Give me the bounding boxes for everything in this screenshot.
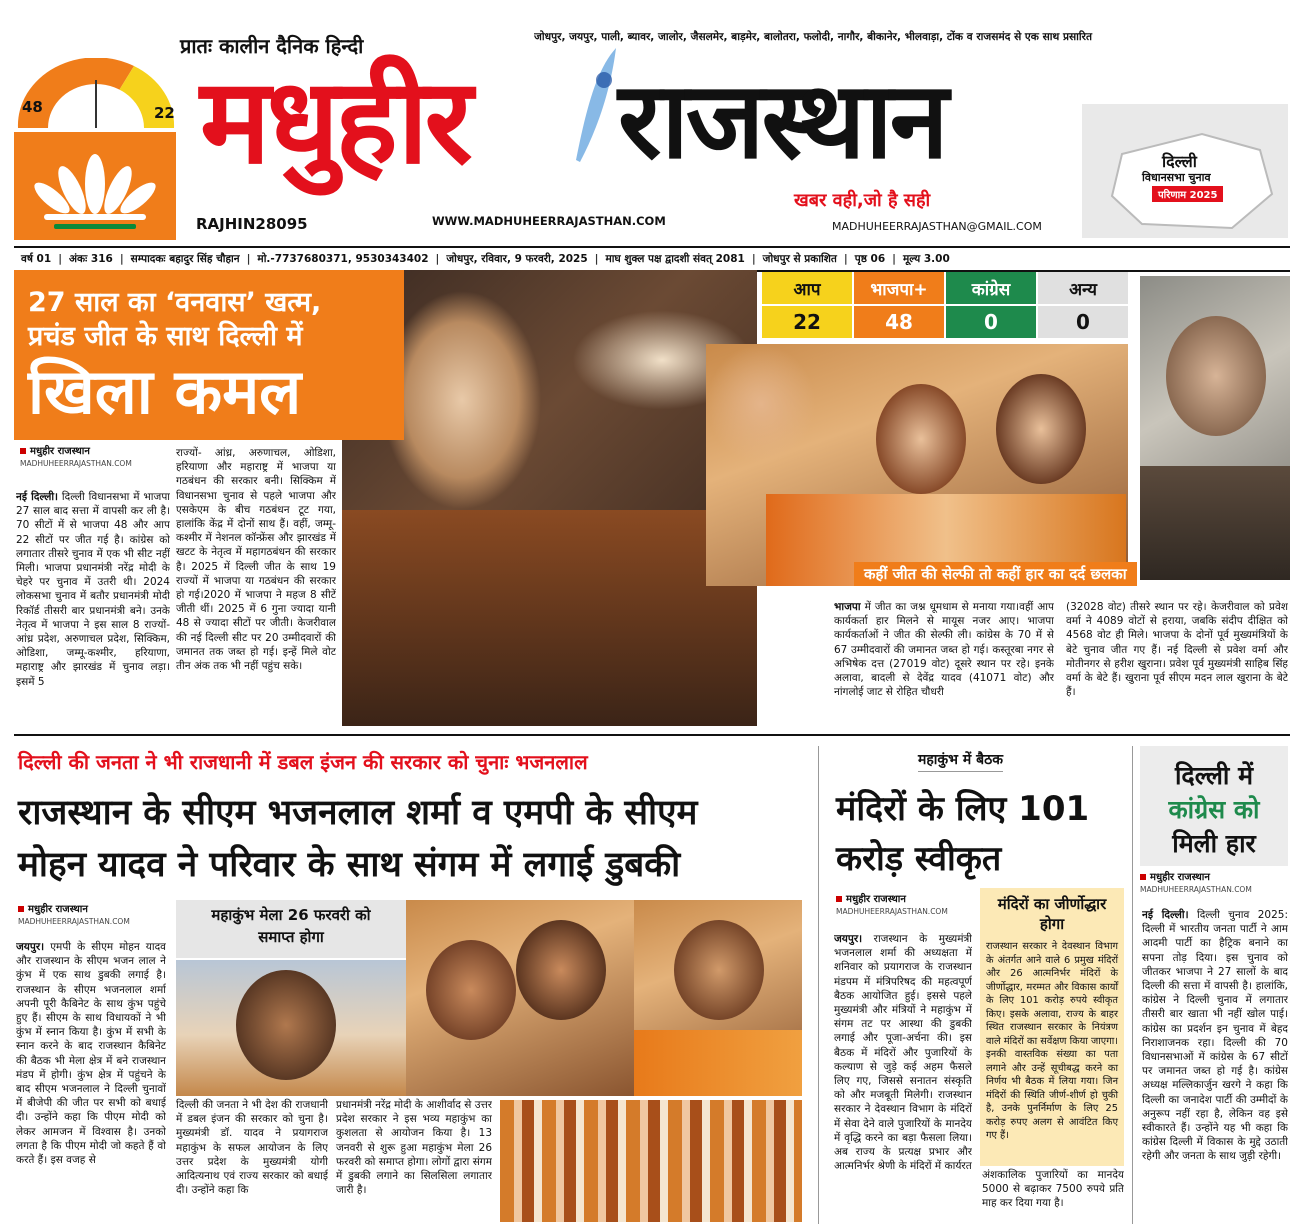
congress-headline-line3: मिली हार — [1172, 829, 1256, 858]
selfie-col1-text: में जीत का जश्न धूमधाम से मनाया गया।वहीं आप कार्यकर्ता हार मिलने से मायूस नजर आए। भाजपा कार्यकर्ताओं ने जीत की सेल्फी ली। कांग्रेस के 70 में से 67 उम्मीदवारों की जमानत जब्त हो गई। कस्तूरबा नगर से अभिषेक दत्त (27019 वोट) दूसरे स्थान पर रहे। इनके अलावा, बादली से देवेंद्र यादव (41071 वोट) और नांगलोई जाट से रोहित चौधरी — [834, 601, 1054, 699]
congress-headline-line2: कांग्रेस को — [1168, 795, 1260, 824]
temples-column-1 — [834, 932, 972, 1224]
congress-column — [1142, 908, 1288, 1224]
party-others: अन्य — [1038, 272, 1128, 304]
strip-date: जोधपुर, रविवार, 9 फरवरी, 2025 — [446, 253, 588, 265]
selfie-caption: कहीं जीत की सेल्फी तो कहीं हार का दर्द छलका — [854, 562, 1137, 586]
selfie-photo — [706, 344, 1128, 586]
lead-column-1 — [16, 490, 170, 720]
sangam-byline — [18, 904, 168, 928]
gauge-right-value: 22 — [154, 104, 175, 122]
sangam-dateline: जयपुर। — [16, 941, 45, 953]
congress-text: दिल्ली चुनाव 2025: दिल्ली में भारतीय जनता पार्टी ने आम आदमी पार्टी का हैट्रिक बनाने का सपना तोड़ दिया। इस चुनाव को जीतकर भाजपा ने 27 सालों के बाद दिल्ली की सत्ता में वापसी है। हालांकि, कांग्रेस ने दिल्ली चुनाव में लगातार तीसरी बार खाता भी नहीं खोल पाई। कांग्रेस का प्रदर्शन इन चुनाव में बेहद निराशाजनक रहा। दिल्ली की 70 विधानसभाओं में कांग्रेस के 67 सीटों पर जमानत जब्त हो गई है। कांग्रेस अध्यक्ष मल्लिकार्जुन खरगे ने कहा कि दिल्ली का जनादेश पार्टी की उम्मीदों के अनुरूप नहीं रहा है, लेकिन वह इसे स्वीकारते हैं। उन्होंने यह भी कहा कि कांग्रेस दिल्ली में विकास के मुद्दे उठाती रहेगी और जनता के साथ जुड़ी रहेगी। — [1142, 909, 1288, 1163]
lead-col2-text: राज्यों- आंध्र, अरुणाचल, ओडिशा, हरियाणा और महाराष्ट्र में भाजपा या गठबंधन की सरकार बनी। सिक्किम में विधानसभा चुनाव से पहले भाजपा और एसकेएम के बीच गठबंधन टूट गया, हालांकि केंद्र में दोनों साथ हैं। वहीं, जम्मू-कश्मीर में नेशनल कॉन्फ्रेंस और झारखंड में खटट के नेतृत्व में महागठबंधन की सरकार है। 2025 में दिल्ली जीत के साथ 19 राज्यों में भाजपा या गठबंधन की सरकार हो गई।2020 में भाजपा ने महज 8 सीटें जीती थीं। 2025 में 6 गुना ज्यादा यानी 48 से ज्यादा सीटों पर जीती। केजरीवाल की नई दिल्ली सीट पर 20 उम्मीदवारों की जमानत तक जब्त हो गई। इन्हें मिले वोट तीन अंक तक भी नहीं पहुंच सके। — [176, 447, 336, 673]
seat-scoreboard — [762, 272, 1128, 338]
temples-headline-line1: मंदिरों के लिए 101 — [836, 789, 1090, 829]
selfie-lead-word: भाजपा — [834, 601, 861, 613]
seats-others: 0 — [1038, 306, 1128, 338]
selfie-col2-text: (32028 वोट) तीसरे स्थान पर रहे। केजरीवाल को प्रवेश वर्मा ने 4089 वोटों से हराया, जबकि संदीप दीक्षित को 4568 वोट ही मिले। भाजपा के दोनों पूर्व मुख्यमंत्रियों के बेटे चुनाव जीत गए हैं। नई दिल्ली से प्रवेश वर्मा और मोतीनगर से हरीश खुराना। प्रवेश पूर्व मुख्यमंत्री साहिब सिंह वर्मा के बेटे हैं। खुराना पूर्व सीएम मदन लाल खुराना के बेटे हैं। — [1066, 601, 1288, 699]
temples-dateline: जयपुर। — [834, 933, 863, 945]
sangam-column-1 — [16, 940, 166, 1224]
lead-headline-line2: प्रचंड जीत के साथ दिल्ली में — [28, 321, 303, 352]
seats-aap: 22 — [762, 306, 852, 338]
lotus-logo — [14, 132, 176, 240]
lead-photo — [342, 270, 757, 726]
info-strip: वर्ष 01 | अंकः 316 | सम्पादकः बहादुर सिंह चौहान | मो.-7737680371, 9530343402 | जोधपुर, रविवार, 9 फरवरी, 2025 | माघ शुक्ल पक्ष द्वादशी संवत् 2081 | जोधपुर से प्रकाशित | पृष्ठ 06 | मूल्य 3.00 — [14, 246, 1290, 272]
cm-mohan-photo — [176, 960, 406, 1096]
cms-sangam-photo — [406, 900, 634, 1096]
party-congress: कांग्रेस — [946, 272, 1036, 304]
sangam-info-box — [176, 900, 406, 958]
strip-editor: सम्पादकः बहादुर सिंह चौहान — [130, 253, 240, 265]
temples-column-2-tail — [982, 1168, 1124, 1224]
seats-congress: 0 — [946, 306, 1036, 338]
temples-col1-text: राजस्थान के मुख्यमंत्री भजनलाल शर्मा की अध्यक्षता में शनिवार को प्रयागराज के राजस्थान मंडपम में मंत्रिपरिषद की महत्वपूर्ण बैठक आयोजित हुई। इससे पहले मुख्यमंत्री और मंत्रियों ने महाकुंभ में संगम तट पर आस्था की डुबकी लगाई और पूजा-अर्चना की। इस बैठक में मंदिरों और पुजारियों के कल्याण से जुड़े कई अहम फैसले लिए गए, जिससे सनातन संस्कृति को और मजबूती मिलेगी। राजस्थान सरकार ने देवस्थान विभाग के मंदिरों में सेवा देने वाले पुजारियों के मानदेय में वृद्धि करने का बड़ा फैसला लिया। अब राज्य के प्रत्यक्ष प्रभार और आत्मनिर्भर श्रेणी के मंदिरों में कार्यरत — [834, 933, 972, 1173]
cabinet-group-photo — [500, 1100, 802, 1222]
sangam-box-text: महाकुंभ मेला 26 फरवरी को समाप्त होगा — [211, 906, 371, 946]
lead-byline-site: MADHUHEERRAJASTHAN.COM — [20, 459, 132, 468]
strip-price: मूल्य 3.00 — [903, 253, 950, 265]
masthead-name-2: राजस्थान — [618, 59, 946, 182]
lead-dateline: नई दिल्ली। — [16, 491, 59, 503]
reg-number: RAJHIN28095 — [196, 215, 308, 233]
congress-dateline: नई दिल्ली। — [1142, 909, 1189, 921]
temples-byline — [836, 894, 976, 918]
email-link[interactable]: MADHUHEERRAJASTHAN@GMAIL.COM — [832, 220, 1042, 233]
sangam-column-2 — [176, 1098, 328, 1224]
sangam-byline-name: मधुहीर राजस्थान — [28, 904, 88, 915]
vertical-divider-2 — [1132, 746, 1133, 1224]
temples-box-title: मंदिरों का जीर्णोद्धार होगा — [997, 895, 1107, 933]
congress-byline — [1140, 872, 1288, 896]
strip-page: पृष्ठ 06 — [854, 253, 886, 265]
lead-col1-text: दिल्ली विधानसभा में भाजपा 27 साल बाद सत्ता में वापसी कर ली है। 70 सीटों में से भाजपा 48 और आप 22 सीटों पर जीत गई है। कांग्रेस को लगातार तीसरे चुनाव में एक भी सीट नहीं मिली। भाजपा प्रधानमंत्री नरेंद्र मोदी के चेहरे पर चुनाव में उतरी थी। 2024 लोकसभा चुनाव में बतौर प्रधानमंत्री मोदी रिकॉर्ड तीसरी बार प्रधानमंत्री बने। उनके नेतृत्व में भाजपा ने इस साल 8 राज्यों- आंध्र प्रदेश, अरुणाचल प्रदेश, सिक्किम, ओडिशा, जम्मू-कश्मीर, हरियाणा, महाराष्ट्र और झारखंड में चुनाव लड़ा। इसमें 5 — [16, 491, 170, 688]
sangam-byline-site: MADHUHEERRAJASTHAN.COM — [18, 917, 130, 926]
congress-headline-line1: दिल्ली में — [1174, 761, 1254, 790]
sangam-col3-text: प्रधानमंत्री नरेंद्र मोदी के आशीर्वाद से उत्तर प्रदेश सरकार ने इस भव्य महाकुंभ का कुशलता से आयोजन किया है। 13 जनवरी से शुरू हुआ महाकुंभ मेला 26 फरवरी को समाप्त होगा। लोगों द्वारा संगम में डुबकी लगाने का सिलसिला लगातार जारी है। — [336, 1099, 492, 1197]
strip-samvat: माघ शुक्ल पक्ष द्वादशी संवत् 2081 — [605, 253, 745, 265]
lead-column-2 — [176, 446, 336, 724]
temples-headline-line2: करोड़ स्वीकृत — [836, 839, 1002, 879]
kejriwal-photo — [1140, 276, 1290, 580]
strip-year: वर्ष 01 — [21, 253, 52, 265]
sangam-col1-text: एमपी के सीएम मोहन यादव और राजस्थान के सीएम भजन लाल ने कुंभ में एक साथ डुबकी लगाई है। राजस्थान के सीएम भजनलाल शर्मा अपनी पूरी कैबिनेट के साथ कुंभ पहुंचे हुए हैं। सीएम के साथ विधायकों ने भी कुंभ में स्नान किया है। कुंभ में सभी के स्नान करने के बाद राजस्थान कैबिनेट की बैठक भी मेला क्षेत्र में बने राजस्थान मंडप में होगी। कुंभ क्षेत्र में पहुंचने के बाद सीएम भजनलाल ने दिल्ली चुनावों में बीजेपी की जीत पर सभी को बधाई दी। उन्होंने कहा कि पीएम मोदी को लेकर आमजन में विश्वास है। उनको लगता है कि पीएम मोदी जो कहते हैं वो करते हैं। इस वजह से — [16, 941, 166, 1167]
section-divider — [14, 734, 1290, 736]
strip-published: जोधपुर से प्रकाशित — [762, 253, 837, 265]
sangam-headline-line2: मोहन यादव ने परिवार के साथ संगम में लगाई डुबकी — [18, 845, 681, 885]
masthead-name-1: मधुहीर — [200, 52, 469, 190]
selfie-column-1 — [834, 600, 1054, 724]
temples-byline-site: MADHUHEERRAJASTHAN.COM — [836, 907, 948, 916]
seat-gauge — [14, 58, 178, 130]
sangam-kicker: दिल्ली की जनता ने भी राजधानी में डबल इंजन की सरकार को चुनाः भजनलाल — [18, 750, 588, 774]
feather-icon — [556, 40, 626, 170]
strip-mobile: मो.-7737680371, 9530343402 — [257, 253, 429, 265]
temples-tail-text: अंशकालिक पुजारियों का मानदेय 5000 से बढ़ाकर 7500 रुपये प्रति माह कर दिया गया है। — [982, 1169, 1124, 1210]
temples-kicker: महाकुंभ में बैठक — [918, 750, 1003, 772]
congress-headline-box — [1140, 746, 1288, 866]
sangam-col2-text: दिल्ली की जनता ने भी देश की राजधानी में डबल इंजन की सरकार को चुना है। मुख्यमंत्री डॉ. यादव ने प्रयागराज महाकुंभ के सफल आयोजन के लिए उत्तर प्रदेश के मुख्यमंत्री योगी आदित्यनाथ एवं राज्य सरकार को बधाई दी। उन्होंने कहा कि — [176, 1099, 328, 1197]
seats-bjp: 48 — [854, 306, 944, 338]
sangam-headline-line1: राजस्थान के सीएम भजनलाल शर्मा व एमपी के सीएम — [18, 793, 698, 833]
temples-info-box — [980, 888, 1124, 1166]
ad-subtitle: विधानसभा चुनाव — [1142, 171, 1211, 184]
website-link[interactable]: WWW.MADHUHEERRAJASTHAN.COM — [432, 214, 666, 228]
ad-badge: परिणाम 2025 — [1152, 186, 1223, 202]
temples-byline-name: मधुहीर राजस्थान — [846, 894, 906, 905]
cities-line: जोधपुर, जयपुर, पाली, ब्यावर, जालोर, जैसलमेर, बाड़मेर, बालोतरा, फलोदी, नागौर, बीकानेर, भीलवाड़ा, टोंक व राजसमंद से एक साथ प्रसारित — [534, 31, 1093, 43]
cm-bhajanlal-photo — [634, 900, 802, 1096]
ad-title: दिल्ली — [1162, 152, 1197, 171]
vertical-divider — [818, 746, 819, 1224]
gauge-left-value: 48 — [22, 98, 43, 116]
lead-headline-line1: 27 साल का ‘वनवास’ खत्म, — [28, 287, 322, 318]
lotus-icon — [14, 132, 176, 240]
lead-headline-box — [14, 270, 404, 440]
temples-box-text: राजस्थान सरकार ने देवस्थान विभाग के अंतर्गत आने वाले 6 प्रमुख मंदिरों और 26 आत्मनिर्भर मंदिरों के जीर्णोद्धार, मरम्मत और विकास कार्यों के लिए 101 करोड़ रुपये स्वीकृत किए। इसके अलावा, राज्य के बाहर स्थित राजस्थान सरकार के नियंत्रण वाले मंदिरों का सर्वेक्षण किया जाएगा। इनकी वास्तविक संख्या का पता लगाने और उन्हें सूचीबद्ध करने का निर्णय भी बैठक में लिया गया। जिन मंदिरों की स्थिति जीर्ण-शीर्ण हो चुकी है, उनके पुनर्निर्माण के लिए 25 करोड़ रुपए अलग से आवंटित किए गए हैं। — [986, 941, 1118, 1141]
lead-byline — [20, 446, 170, 470]
election-ad — [1082, 104, 1288, 238]
party-aap: आप — [762, 272, 852, 304]
selfie-column-2 — [1066, 600, 1288, 724]
congress-byline-name: मधुहीर राजस्थान — [1150, 872, 1210, 883]
congress-byline-site: MADHUHEERRAJASTHAN.COM — [1140, 885, 1252, 894]
lead-headline-big: खिला कमल — [28, 355, 302, 428]
party-bjp: भाजपा+ — [854, 272, 944, 304]
slogan: खबर वही,जो है सही — [794, 190, 931, 211]
lead-byline-name: मधुहीर राजस्थान — [30, 446, 90, 457]
sangam-column-3 — [336, 1098, 492, 1224]
tagline: प्रातः कालीन दैनिक हिन्दी — [180, 34, 364, 58]
strip-issue: अंकः 316 — [69, 253, 113, 265]
